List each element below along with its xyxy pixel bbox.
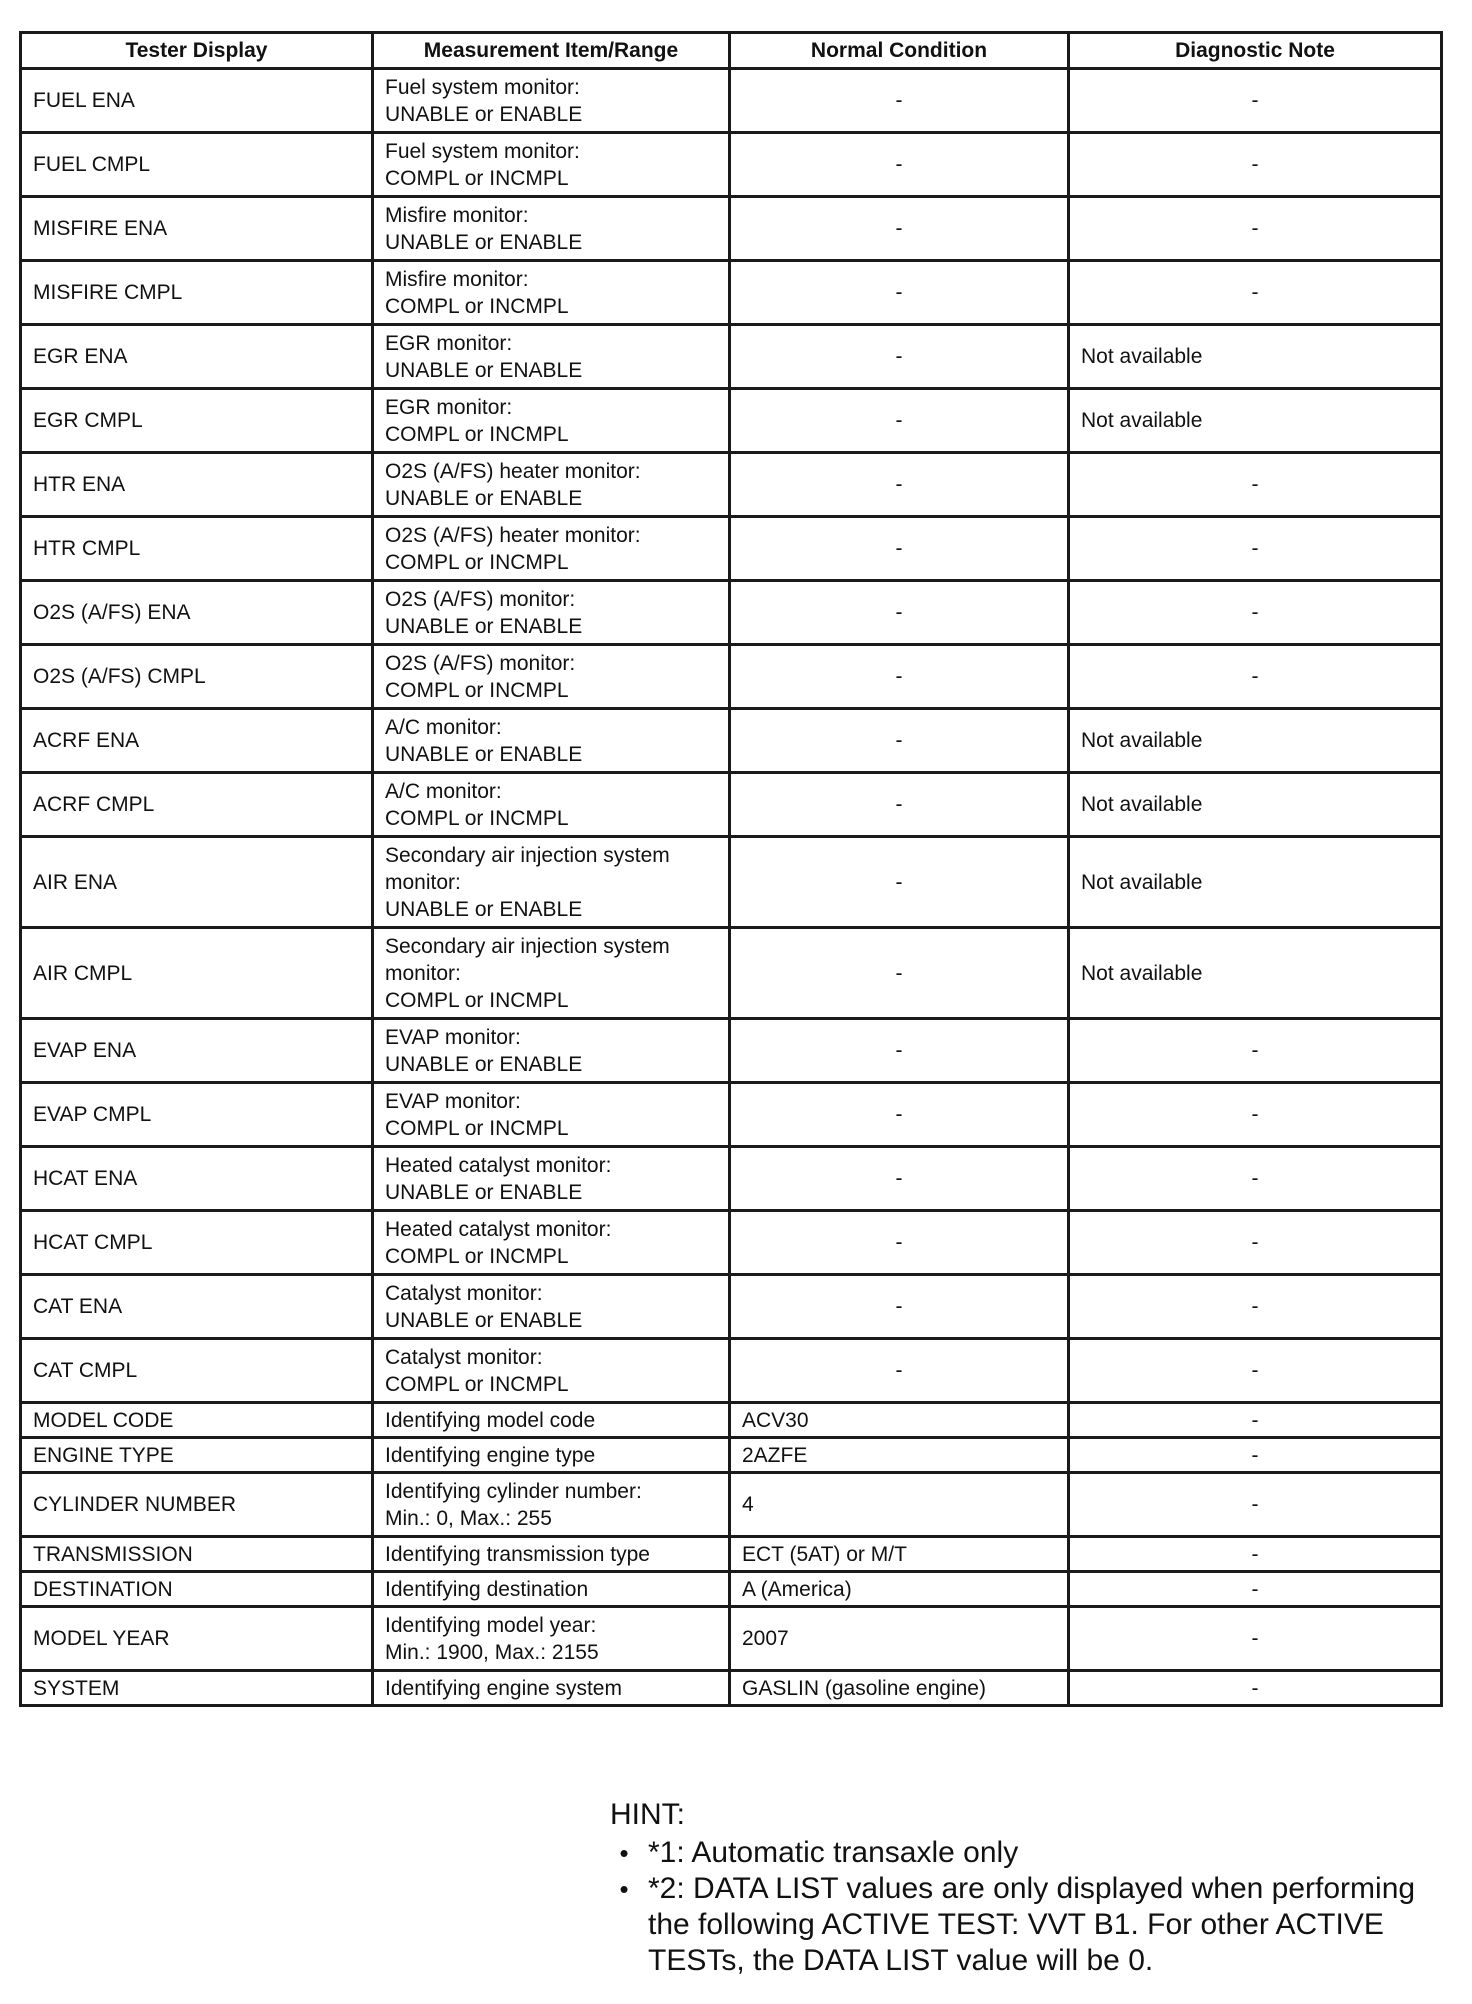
- table-row: [21, 261, 1442, 325]
- cell-normal-condition: -: [730, 1275, 1069, 1339]
- cell-tester-display: AIR ENA: [21, 837, 373, 928]
- table-row: [21, 1403, 1442, 1438]
- cell-tester-display: EGR CMPL: [21, 389, 373, 453]
- cell-tester-display: MISFIRE ENA: [21, 197, 373, 261]
- cell-measurement-item: A/C monitor: COMPL or INCMPL: [373, 773, 730, 837]
- cell-diagnostic-note: -: [1069, 1572, 1442, 1607]
- cell-tester-display: O2S (A/FS) ENA: [21, 581, 373, 645]
- cell-normal-condition: -: [730, 197, 1069, 261]
- cell-tester-display: EVAP CMPL: [21, 1083, 373, 1147]
- cell-diagnostic-note: Not available: [1069, 837, 1442, 928]
- table-row: [21, 517, 1442, 581]
- cell-measurement-item: EGR monitor: UNABLE or ENABLE: [373, 325, 730, 389]
- table-row: [21, 1671, 1442, 1706]
- cell-normal-condition: -: [730, 645, 1069, 709]
- cell-tester-display: AIR CMPL: [21, 928, 373, 1019]
- cell-diagnostic-note: -: [1069, 1537, 1442, 1572]
- table-row: [21, 69, 1442, 133]
- cell-tester-display: MISFIRE CMPL: [21, 261, 373, 325]
- cell-tester-display: O2S (A/FS) CMPL: [21, 645, 373, 709]
- cell-measurement-item: EVAP monitor: UNABLE or ENABLE: [373, 1019, 730, 1083]
- table-row: [21, 645, 1442, 709]
- table-row: [21, 581, 1442, 645]
- table-row: [21, 1083, 1442, 1147]
- table-row: [21, 133, 1442, 197]
- table-row: [21, 197, 1442, 261]
- cell-normal-condition: -: [730, 261, 1069, 325]
- hint-title: HINT:: [610, 1798, 685, 1831]
- cell-diagnostic-note: -: [1069, 1019, 1442, 1083]
- cell-diagnostic-note: -: [1069, 1671, 1442, 1706]
- cell-diagnostic-note: -: [1069, 1607, 1442, 1671]
- cell-measurement-item: A/C monitor: UNABLE or ENABLE: [373, 709, 730, 773]
- table-row: [21, 1211, 1442, 1275]
- cell-normal-condition: -: [730, 1339, 1069, 1403]
- cell-measurement-item: Identifying engine type: [373, 1438, 730, 1473]
- cell-normal-condition: 2007: [730, 1607, 1069, 1671]
- cell-normal-condition: -: [730, 389, 1069, 453]
- cell-tester-display: CAT CMPL: [21, 1339, 373, 1403]
- cell-measurement-item: O2S (A/FS) heater monitor: COMPL or INCMPL: [373, 517, 730, 581]
- cell-tester-display: FUEL ENA: [21, 69, 373, 133]
- cell-normal-condition: A (America): [730, 1572, 1069, 1607]
- cell-tester-display: HTR CMPL: [21, 517, 373, 581]
- cell-normal-condition: -: [730, 325, 1069, 389]
- table-row: [21, 389, 1442, 453]
- cell-tester-display: ACRF ENA: [21, 709, 373, 773]
- table-row: [21, 325, 1442, 389]
- cell-diagnostic-note: -: [1069, 1339, 1442, 1403]
- cell-tester-display: MODEL YEAR: [21, 1607, 373, 1671]
- data-list-table: [19, 31, 1443, 1707]
- cell-normal-condition: -: [730, 928, 1069, 1019]
- header-diagnostic-note: Diagnostic Note: [1069, 33, 1442, 69]
- cell-measurement-item: O2S (A/FS) heater monitor: UNABLE or ENABLE: [373, 453, 730, 517]
- table-row: [21, 1572, 1442, 1607]
- cell-measurement-item: EVAP monitor: COMPL or INCMPL: [373, 1083, 730, 1147]
- cell-tester-display: ACRF CMPL: [21, 773, 373, 837]
- cell-diagnostic-note: -: [1069, 645, 1442, 709]
- cell-measurement-item: Catalyst monitor: COMPL or INCMPL: [373, 1339, 730, 1403]
- header-measurement-item: Measurement Item/Range: [373, 33, 730, 69]
- cell-tester-display: ENGINE TYPE: [21, 1438, 373, 1473]
- cell-normal-condition: -: [730, 837, 1069, 928]
- cell-normal-condition: 4: [730, 1473, 1069, 1537]
- cell-measurement-item: Heated catalyst monitor: COMPL or INCMPL: [373, 1211, 730, 1275]
- cell-normal-condition: -: [730, 1019, 1069, 1083]
- bullet-icon: •: [619, 1838, 629, 1868]
- cell-measurement-item: O2S (A/FS) monitor: COMPL or INCMPL: [373, 645, 730, 709]
- cell-measurement-item: Misfire monitor: COMPL or INCMPL: [373, 261, 730, 325]
- table-body: [21, 69, 1442, 1706]
- table-row: [21, 1147, 1442, 1211]
- cell-diagnostic-note: Not available: [1069, 773, 1442, 837]
- table-row: [21, 837, 1442, 928]
- cell-tester-display: HCAT CMPL: [21, 1211, 373, 1275]
- cell-diagnostic-note: Not available: [1069, 389, 1442, 453]
- cell-diagnostic-note: -: [1069, 261, 1442, 325]
- cell-normal-condition: -: [730, 581, 1069, 645]
- cell-normal-condition: ACV30: [730, 1403, 1069, 1438]
- table-row: [21, 1607, 1442, 1671]
- cell-diagnostic-note: -: [1069, 1147, 1442, 1211]
- table-row: [21, 1019, 1442, 1083]
- table-row: [21, 1537, 1442, 1572]
- cell-diagnostic-note: -: [1069, 1083, 1442, 1147]
- cell-measurement-item: Identifying transmission type: [373, 1537, 730, 1572]
- cell-tester-display: FUEL CMPL: [21, 133, 373, 197]
- cell-diagnostic-note: -: [1069, 133, 1442, 197]
- cell-diagnostic-note: Not available: [1069, 928, 1442, 1019]
- cell-tester-display: MODEL CODE: [21, 1403, 373, 1438]
- cell-measurement-item: Fuel system monitor: UNABLE or ENABLE: [373, 69, 730, 133]
- cell-normal-condition: -: [730, 709, 1069, 773]
- cell-diagnostic-note: -: [1069, 1438, 1442, 1473]
- cell-measurement-item: Catalyst monitor: UNABLE or ENABLE: [373, 1275, 730, 1339]
- cell-tester-display: EGR ENA: [21, 325, 373, 389]
- cell-normal-condition: -: [730, 1147, 1069, 1211]
- cell-diagnostic-note: Not available: [1069, 709, 1442, 773]
- cell-tester-display: DESTINATION: [21, 1572, 373, 1607]
- cell-normal-condition: GASLIN (gasoline engine): [730, 1671, 1069, 1706]
- table-row: [21, 1473, 1442, 1537]
- cell-measurement-item: Identifying cylinder number: Min.: 0, Max.: 255: [373, 1473, 730, 1537]
- cell-diagnostic-note: -: [1069, 69, 1442, 133]
- cell-measurement-item: Identifying destination: [373, 1572, 730, 1607]
- cell-diagnostic-note: Not available: [1069, 325, 1442, 389]
- cell-tester-display: SYSTEM: [21, 1671, 373, 1706]
- cell-diagnostic-note: -: [1069, 517, 1442, 581]
- cell-measurement-item: Secondary air injection system monitor: COMPL or INCMPL: [373, 928, 730, 1019]
- cell-tester-display: TRANSMISSION: [21, 1537, 373, 1572]
- cell-normal-condition: 2AZFE: [730, 1438, 1069, 1473]
- cell-normal-condition: -: [730, 1211, 1069, 1275]
- cell-measurement-item: Identifying engine system: [373, 1671, 730, 1706]
- table-row: [21, 453, 1442, 517]
- cell-normal-condition: ECT (5AT) or M/T: [730, 1537, 1069, 1572]
- cell-measurement-item: Identifying model year: Min.: 1900, Max.: 2155: [373, 1607, 730, 1671]
- cell-measurement-item: EGR monitor: COMPL or INCMPL: [373, 389, 730, 453]
- cell-normal-condition: -: [730, 69, 1069, 133]
- table-row: [21, 1438, 1442, 1473]
- cell-tester-display: EVAP ENA: [21, 1019, 373, 1083]
- cell-diagnostic-note: -: [1069, 197, 1442, 261]
- cell-diagnostic-note: -: [1069, 1403, 1442, 1438]
- cell-diagnostic-note: -: [1069, 581, 1442, 645]
- cell-normal-condition: -: [730, 773, 1069, 837]
- cell-measurement-item: Identifying model code: [373, 1403, 730, 1438]
- table-row: [21, 709, 1442, 773]
- hint-item-text: *1: Automatic transaxle only: [648, 1836, 1019, 1869]
- cell-tester-display: CAT ENA: [21, 1275, 373, 1339]
- hint-item: [610, 1835, 1450, 1871]
- table-row: [21, 928, 1442, 1019]
- cell-normal-condition: -: [730, 133, 1069, 197]
- cell-diagnostic-note: -: [1069, 1275, 1442, 1339]
- cell-tester-display: HCAT ENA: [21, 1147, 373, 1211]
- cell-tester-display: CYLINDER NUMBER: [21, 1473, 373, 1537]
- cell-normal-condition: -: [730, 517, 1069, 581]
- cell-measurement-item: Secondary air injection system monitor: UNABLE or ENABLE: [373, 837, 730, 928]
- cell-normal-condition: -: [730, 1083, 1069, 1147]
- table-header-row: [21, 33, 1442, 69]
- hint-section: [610, 1797, 1450, 1979]
- cell-measurement-item: Misfire monitor: UNABLE or ENABLE: [373, 197, 730, 261]
- cell-measurement-item: Heated catalyst monitor: UNABLE or ENABLE: [373, 1147, 730, 1211]
- cell-tester-display: HTR ENA: [21, 453, 373, 517]
- cell-diagnostic-note: -: [1069, 1211, 1442, 1275]
- header-normal-condition: Normal Condition: [730, 33, 1069, 69]
- table-row: [21, 1339, 1442, 1403]
- bullet-icon: •: [619, 1874, 629, 1904]
- cell-diagnostic-note: -: [1069, 1473, 1442, 1537]
- header-tester-display: Tester Display: [21, 33, 373, 69]
- hint-item-text: *2: DATA LIST values are only displayed when performing the following ACTIVE TEST: VVT B1. For other ACTIVE TESTs, the DATA LIST value will be 0.: [648, 1872, 1416, 1977]
- hint-list: [610, 1835, 1450, 1979]
- cell-measurement-item: O2S (A/FS) monitor: UNABLE or ENABLE: [373, 581, 730, 645]
- cell-normal-condition: -: [730, 453, 1069, 517]
- hint-item: [610, 1871, 1450, 1979]
- table-row: [21, 773, 1442, 837]
- cell-diagnostic-note: -: [1069, 453, 1442, 517]
- table-row: [21, 1275, 1442, 1339]
- cell-measurement-item: Fuel system monitor: COMPL or INCMPL: [373, 133, 730, 197]
